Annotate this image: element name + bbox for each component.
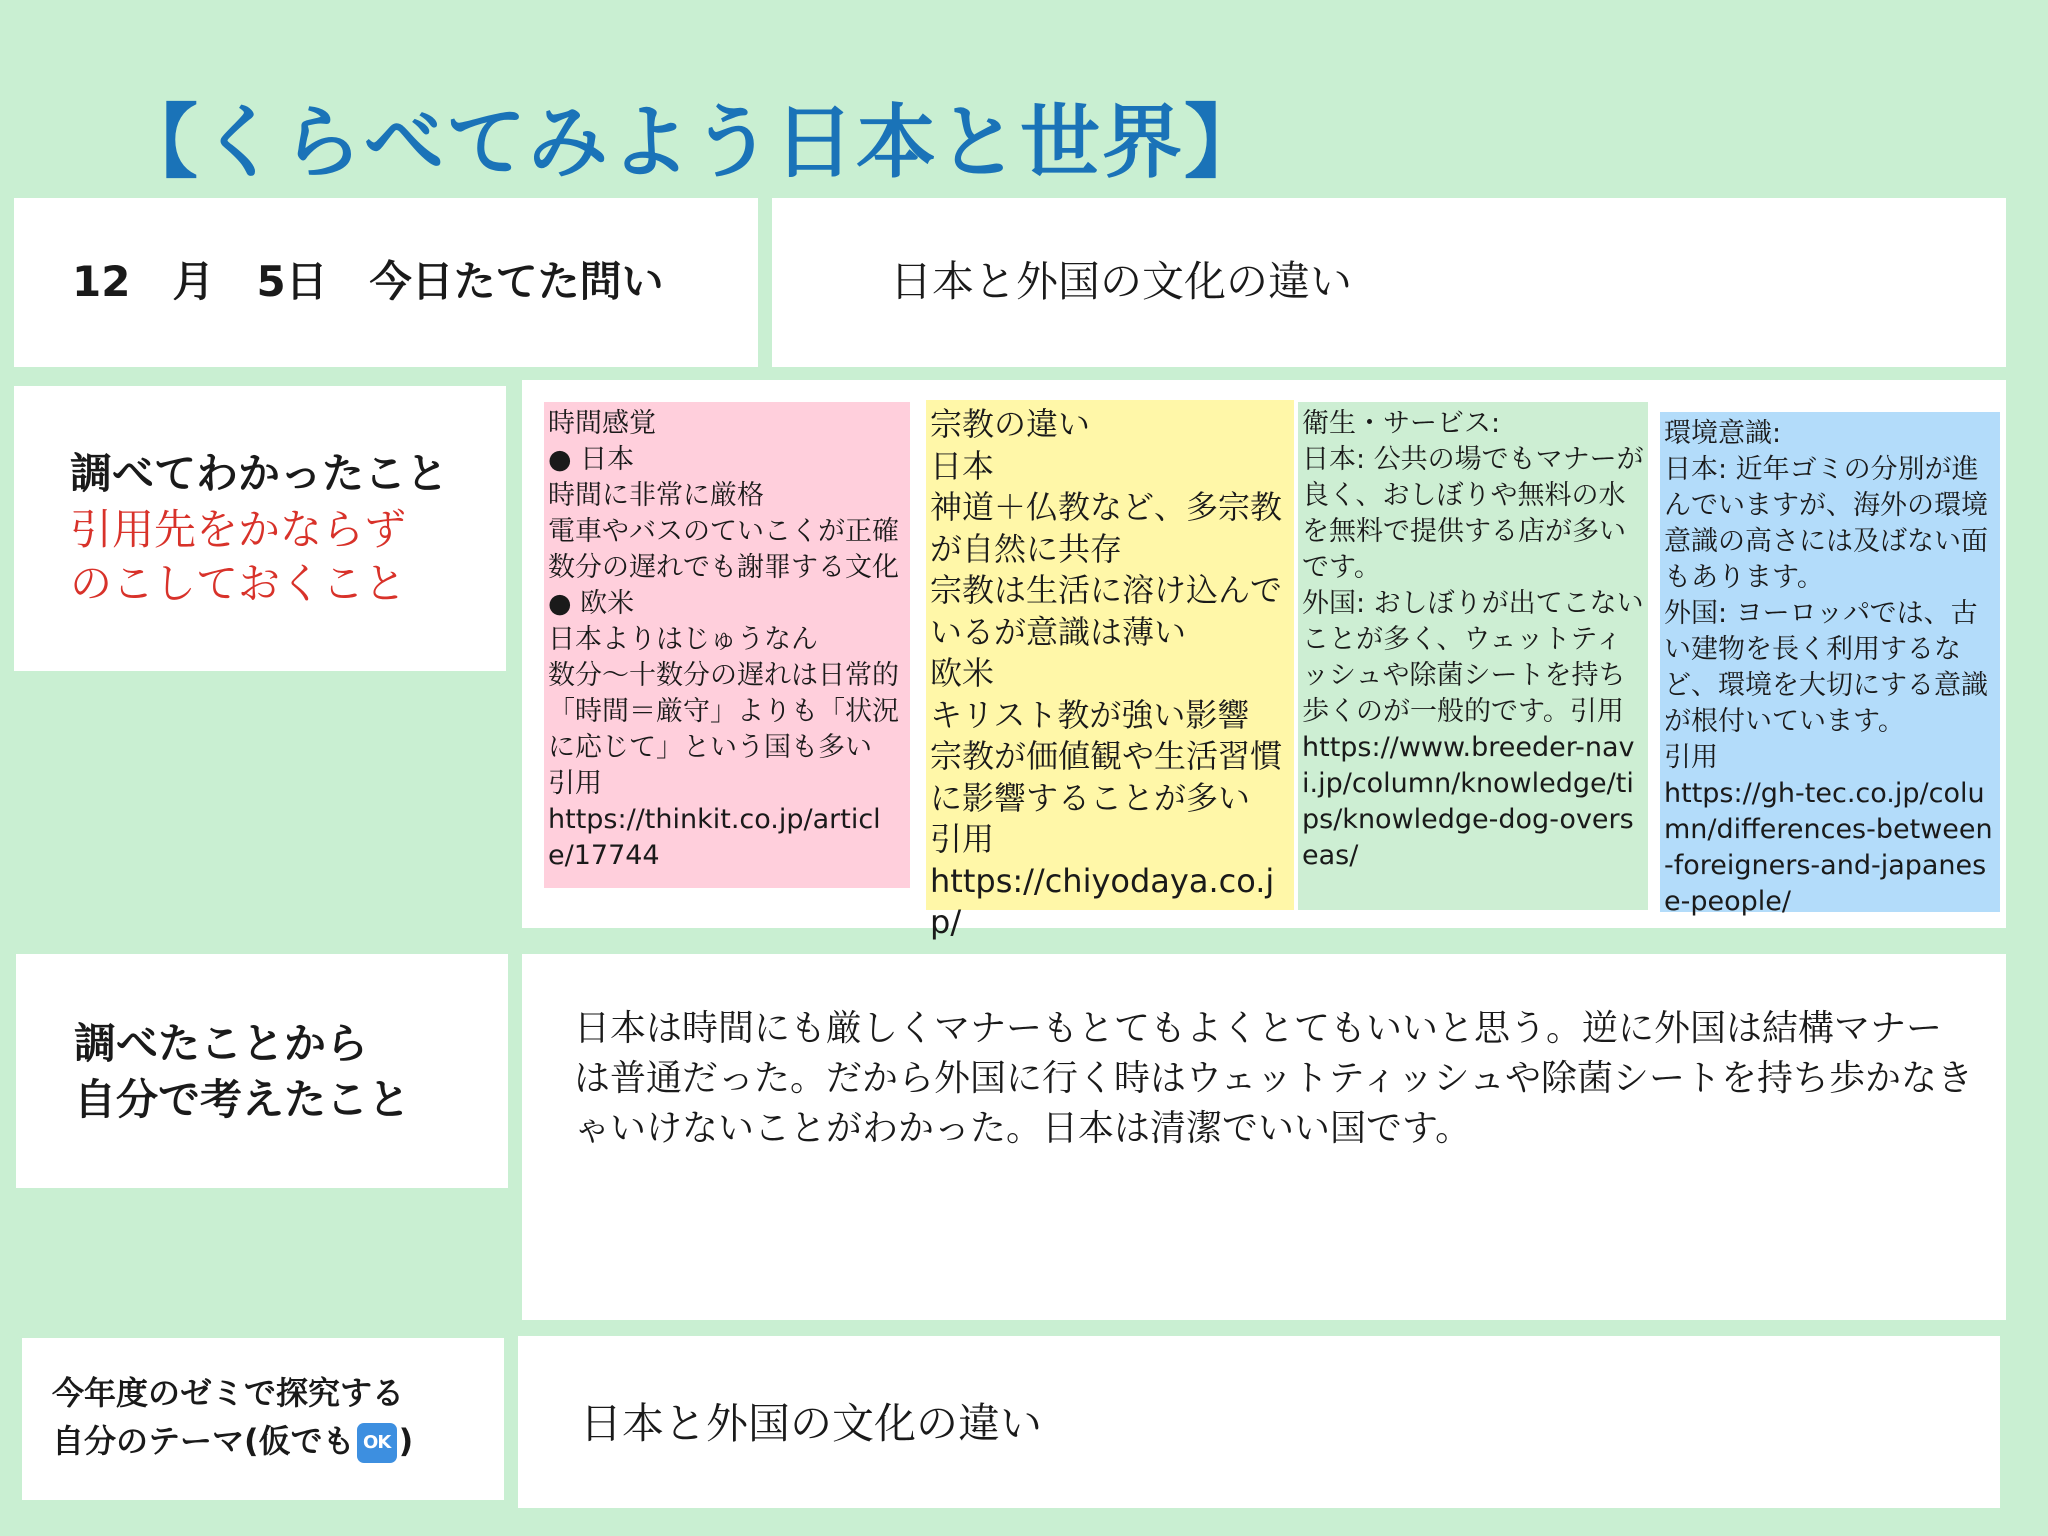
card-time-sense: 時間感覚 ● 日本 時間に非常に厳格 電車やバスのていこくが正確 数分の遅れでも謝罪する文化 ● 欧米 日本よりはじゅうなん 数分〜十数分の遅れは日常的 「時間＝厳守」よりも「状況に応じて」という国も多い 引用 https://thinkit.co.jp/article/17744: [544, 402, 910, 888]
card-environment: 環境意識: 日本: 近年ゴミの分別が進んでいますが、海外の環境意識の高さには及ばない面もあります。 外国: ヨーロッパでは、古い建物を長く利用するなど、環境を大切にする意識が根付いています。 引用 https://gh-tec.co.jp/column/differences-between-foreigners-and-japanese-people/: [1660, 412, 2000, 912]
date-question-label: 12 月 5日 今日たてた問い: [72, 257, 664, 306]
thoughts-label-box: [16, 954, 508, 1188]
question-value: 日本と外国の文化の違い: [890, 257, 1353, 306]
question-value-box[interactable]: [772, 198, 2006, 367]
ok-button-icon: OK: [357, 1423, 397, 1463]
theme-label-line2: [52, 1418, 492, 1464]
thoughts-label-line1: 調べたことから: [74, 1019, 369, 1068]
theme-value: 日本と外国の文化の違い: [580, 1399, 1043, 1448]
theme-label-line1: 今年度のゼミで探究する: [52, 1374, 405, 1412]
date-question-label-box: [14, 198, 758, 367]
citation-note-line1: 引用先をかならず: [70, 505, 407, 554]
citation-note-line2: のこしておくこと: [70, 559, 407, 608]
theme-label-box: [22, 1338, 504, 1500]
thoughts-text-box[interactable]: [522, 954, 2006, 1320]
theme-label-line2-text: 自分のテーマ(仮でも: [52, 1422, 355, 1460]
theme-label-line2-close: ): [398, 1422, 414, 1460]
findings-label: 調べてわかったこと: [70, 449, 449, 498]
page-title: 【くらべてみよう日本と世界】: [118, 96, 1266, 189]
theme-value-box[interactable]: [518, 1336, 2000, 1508]
card-hygiene-service: 衛生・サービス: 日本: 公共の場でもマナーが良く、おしぼりや無料の水を無料で提供する店が多いです。 外国: おしぼりが出てこないことが多く、ウェットティッシュや除菌シートを持ち歩くのが一般的です。引用 https://www.breeder-navi.jp/column/knowledge/tips/knowledge-dog-overseas/: [1298, 402, 1648, 910]
card-religion: 宗教の違い 日本 神道＋仏教など、多宗教が自然に共存 宗教は生活に溶け込んでいるが意識は薄い 欧米 キリスト教が強い影響 宗教が価値観や生活習慣に影響することが多い 引用 https://chiyodaya.co.jp/: [926, 400, 1294, 910]
findings-cards-area: [522, 380, 2006, 941]
thoughts-label-line2: 自分で考えたこと: [74, 1075, 411, 1124]
thoughts-text: 日本は時間にも厳しくマナーもとてもよくとてもいいと思う。逆に外国は結構マナーは普通だった。だから外国に行く時はウェットティッシュや除菌シートを持ち歩かなきゃいけないことがわかった。日本は清潔でいい国です。: [574, 1008, 1973, 1149]
findings-label-box: [14, 386, 506, 671]
